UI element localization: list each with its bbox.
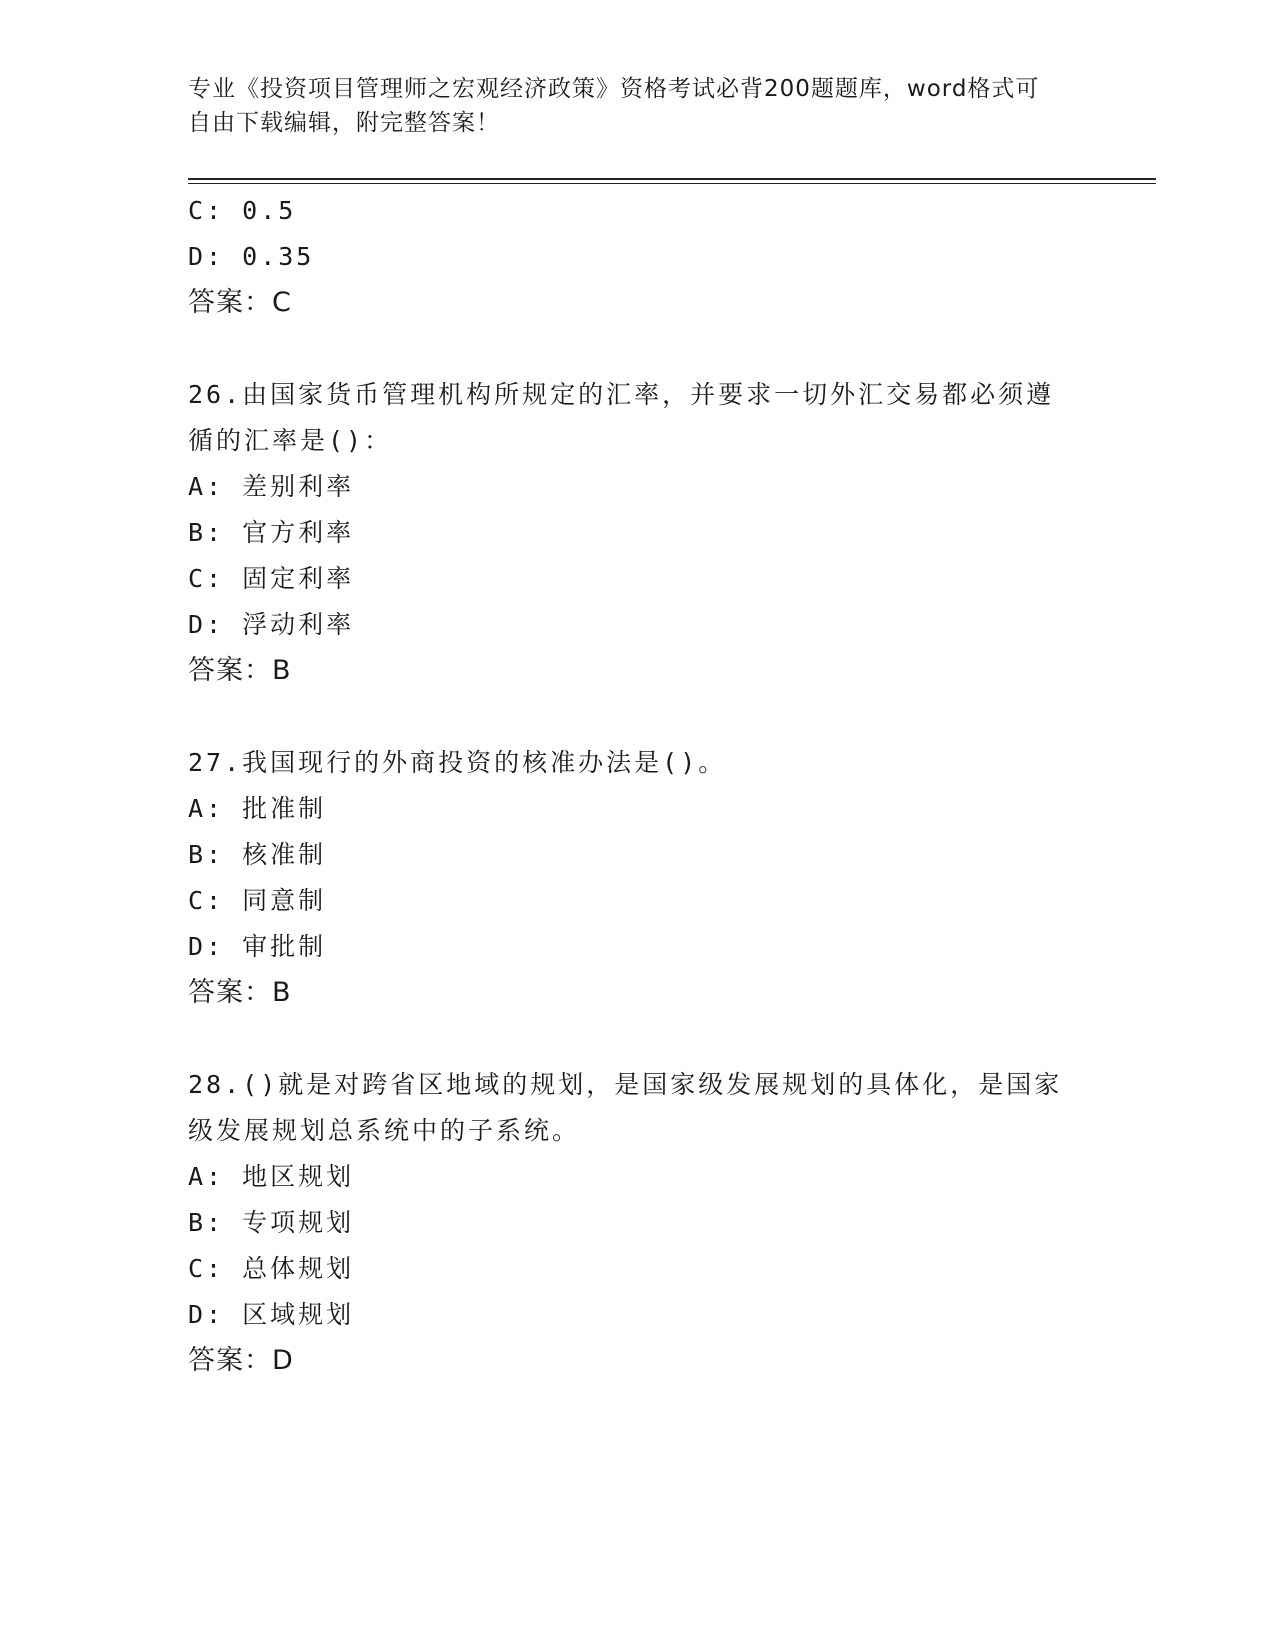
question-stem-line-2: 循的汇率是()： xyxy=(188,426,393,455)
header-divider-thin xyxy=(188,183,1156,184)
document-header xyxy=(188,72,1068,140)
option-a: A: 差别利率 xyxy=(188,472,355,501)
question-27 xyxy=(188,740,1088,1016)
option-c: C: 总体规划 xyxy=(188,1254,355,1283)
answer: 答案：B xyxy=(188,977,292,1008)
question-stem-line-1: 27.我国现行的外商投资的核准办法是()。 xyxy=(188,748,727,777)
option-a: A: 地区规划 xyxy=(188,1162,355,1191)
prev-option-c: C: 0.5 xyxy=(188,196,297,225)
question-stem-line-2: 级发展规划总系统中的子系统。 xyxy=(188,1116,581,1145)
option-b: B: 核准制 xyxy=(188,840,327,869)
option-b: B: 专项规划 xyxy=(188,1208,355,1237)
question-26 xyxy=(188,372,1088,694)
question-content xyxy=(188,188,1088,1384)
option-d: D: 审批制 xyxy=(188,932,327,961)
question-28 xyxy=(188,1062,1088,1384)
answer: 答案：D xyxy=(188,1345,294,1376)
option-d: D: 浮动利率 xyxy=(188,610,355,639)
spacer xyxy=(188,326,1088,372)
option-a: A: 批准制 xyxy=(188,794,327,823)
option-d: D: 区域规划 xyxy=(188,1300,355,1329)
prev-answer: 答案：C xyxy=(188,287,292,318)
prev-option-d: D: 0.35 xyxy=(188,242,315,271)
spacer xyxy=(188,1016,1088,1062)
header-title-line-2: 自由下载编辑，附完整答案！ xyxy=(188,110,500,136)
option-b: B: 官方利率 xyxy=(188,518,355,547)
answer: 答案：B xyxy=(188,655,292,686)
option-c: C: 同意制 xyxy=(188,886,327,915)
question-stem-line-1: 28.()就是对跨省区地域的规划，是国家级发展规划的具体化，是国家 xyxy=(188,1070,1063,1099)
header-divider-thick xyxy=(188,178,1156,180)
option-c: C: 固定利率 xyxy=(188,564,355,593)
question-stem-line-1: 26.由国家货币管理机构所规定的汇率，并要求一切外汇交易都必须遵 xyxy=(188,380,1055,409)
spacer xyxy=(188,694,1088,740)
header-title-line-1: 专业《投资项目管理师之宏观经济政策》资格考试必背200题题库，word格式可 xyxy=(188,76,1040,102)
